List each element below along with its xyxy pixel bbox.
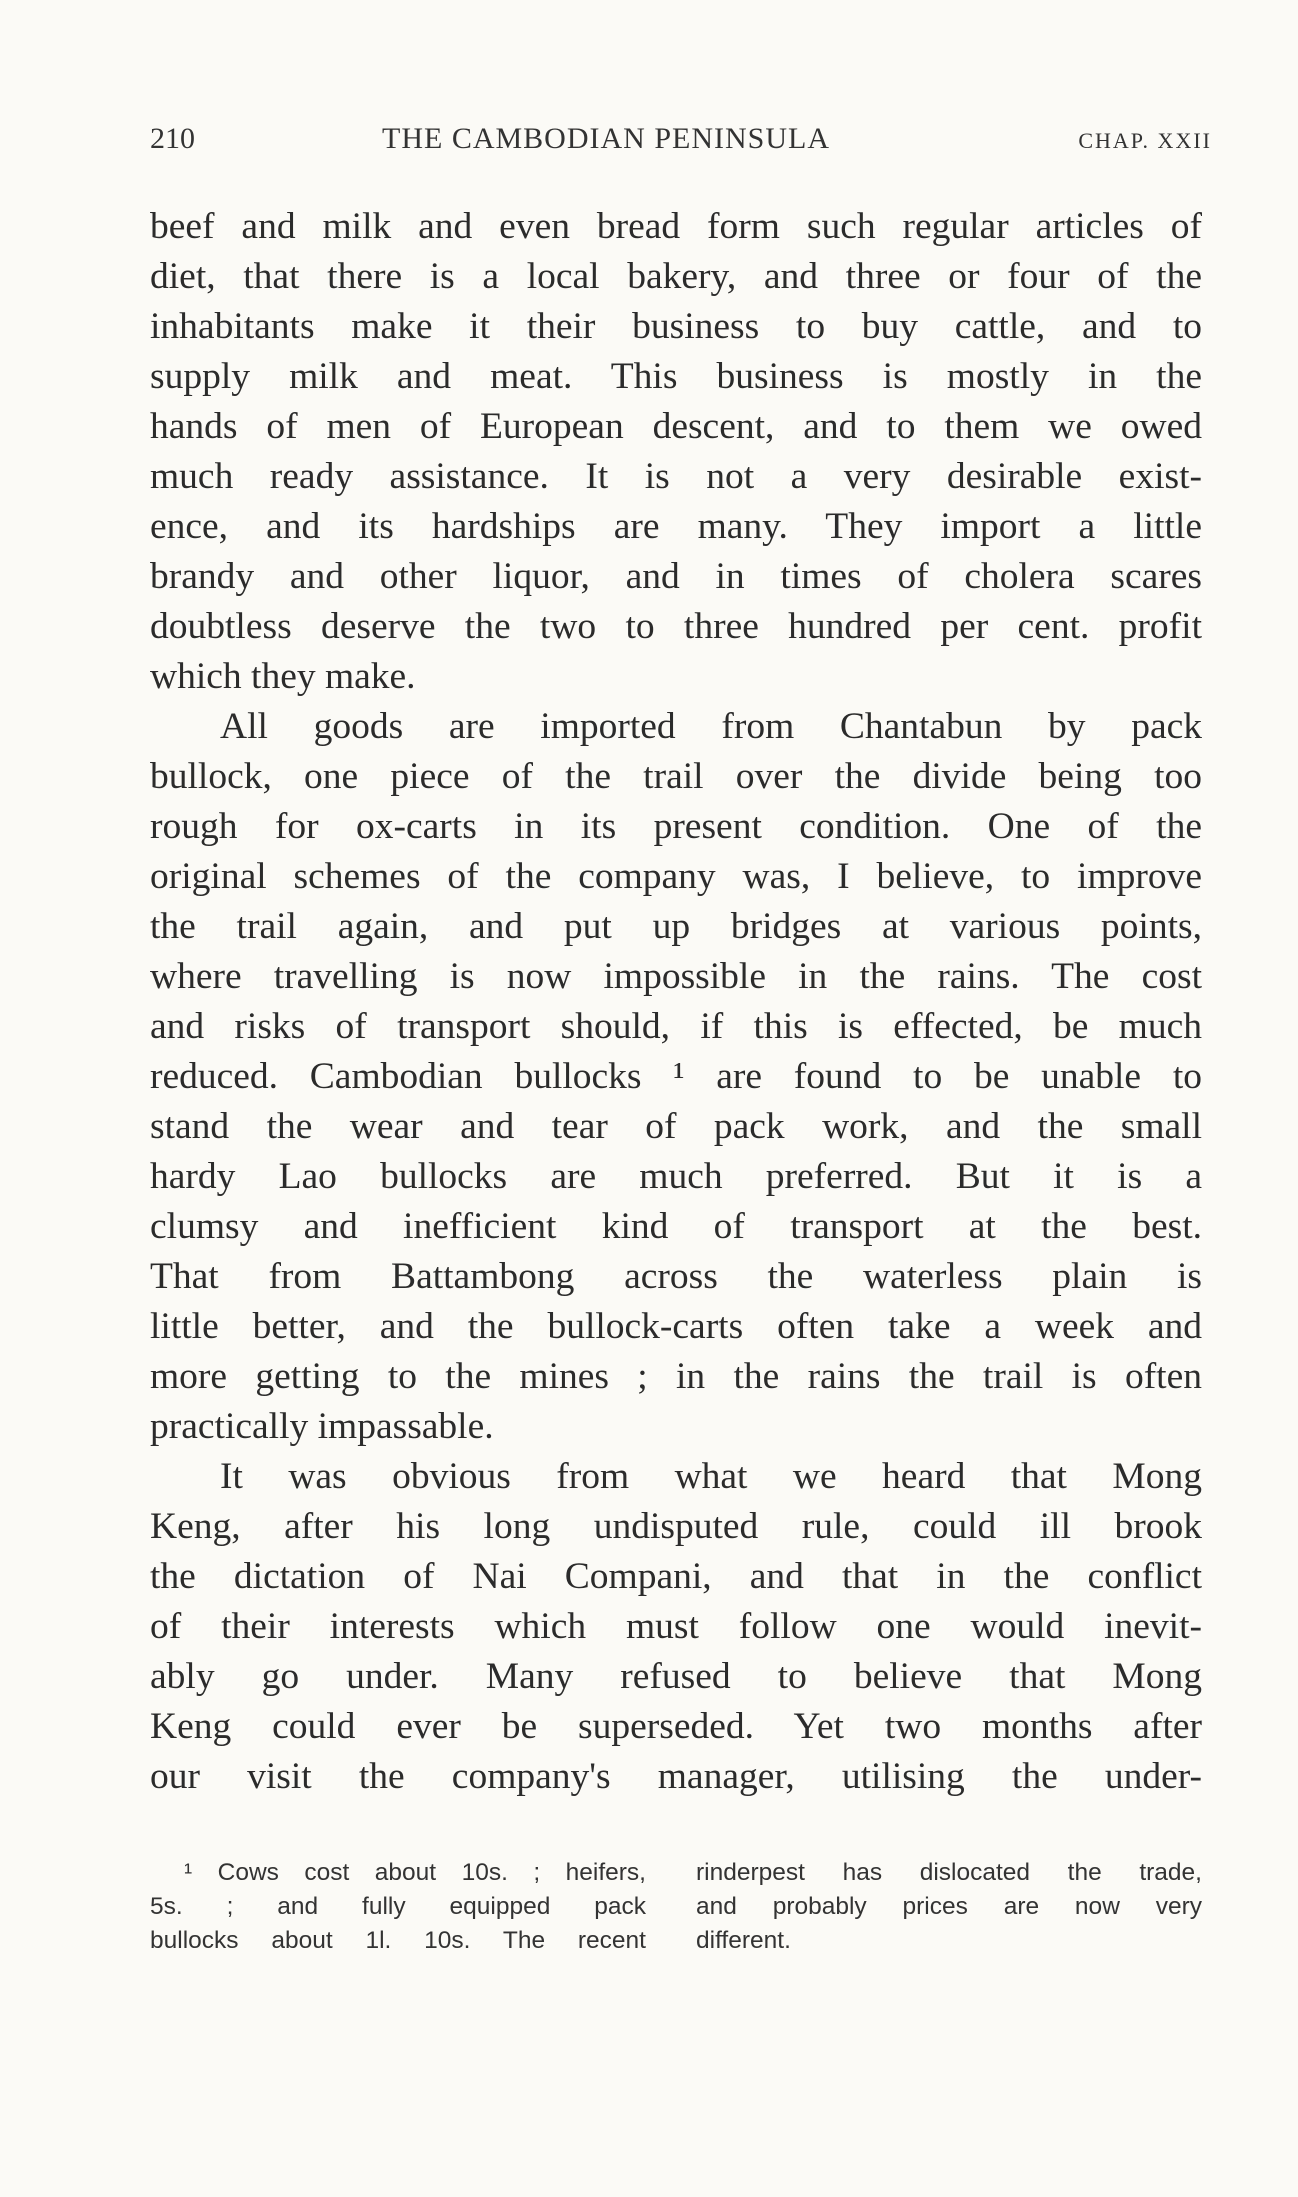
footnotes bbox=[150, 1856, 1202, 1966]
text-line: where travelling is now impossible in the rains. The cost bbox=[150, 956, 1202, 997]
text-line: more getting to the mines ; in the rains the trail is often bbox=[150, 1356, 1202, 1397]
body-text bbox=[150, 202, 1202, 1802]
footnote-line: bullocks about 1l. 10s. The recent bbox=[150, 1927, 646, 1954]
footnote-line: and probably prices are now very bbox=[696, 1893, 1202, 1920]
text-line: hands of men of European descent, and to them we owed bbox=[150, 406, 1202, 447]
text-line: reduced. Cambodian bullocks ¹ are found to be unable to bbox=[150, 1056, 1202, 1097]
text-line: hardy Lao bullocks are much preferred. But it is a bbox=[150, 1156, 1202, 1197]
footnote-line: different. bbox=[696, 1927, 791, 1954]
text-line: brandy and other liquor, and in times of cholera scares bbox=[150, 556, 1202, 597]
text-line: which they make. bbox=[150, 656, 416, 697]
page-number: 210 bbox=[150, 122, 195, 155]
text-line: our visit the company's manager, utilising the under- bbox=[150, 1756, 1202, 1797]
text-line: All goods are imported from Chantabun by pack bbox=[220, 706, 1202, 747]
text-line: beef and milk and even bread form such regular articles of bbox=[150, 206, 1202, 247]
running-title: THE CAMBODIAN PENINSULA bbox=[382, 122, 830, 155]
text-line: much ready assistance. It is not a very desirable exist- bbox=[150, 456, 1202, 497]
text-line: of their interests which must follow one would inevit- bbox=[150, 1606, 1202, 1647]
footnote-line: rinderpest has dislocated the trade, bbox=[696, 1859, 1202, 1886]
running-header bbox=[150, 122, 1212, 162]
text-line: little better, and the bullock-carts often take a week and bbox=[150, 1306, 1202, 1347]
text-line: and risks of transport should, if this is effected, be much bbox=[150, 1006, 1202, 1047]
text-line: the trail again, and put up bridges at various points, bbox=[150, 906, 1202, 947]
text-line: clumsy and inefficient kind of transport at the best. bbox=[150, 1206, 1202, 1247]
footnote-column-right bbox=[696, 1856, 1202, 1958]
footnote-column-left bbox=[150, 1856, 646, 1958]
text-line: original schemes of the company was, I believe, to improve bbox=[150, 856, 1202, 897]
text-line: inhabitants make it their business to buy cattle, and to bbox=[150, 306, 1202, 347]
text-line: the dictation of Nai Compani, and that in the conflict bbox=[150, 1556, 1202, 1597]
text-line: rough for ox-carts in its present condition. One of the bbox=[150, 806, 1202, 847]
text-line: diet, that there is a local bakery, and three or four of the bbox=[150, 256, 1202, 297]
text-line: Keng, after his long undisputed rule, could ill brook bbox=[150, 1506, 1202, 1547]
text-line: bullock, one piece of the trail over the divide being too bbox=[150, 756, 1202, 797]
text-line: supply milk and meat. This business is mostly in the bbox=[150, 356, 1202, 397]
text-line: Keng could ever be superseded. Yet two months after bbox=[150, 1706, 1202, 1747]
text-line: doubtless deserve the two to three hundred per cent. profit bbox=[150, 606, 1202, 647]
text-line: stand the wear and tear of pack work, and the small bbox=[150, 1106, 1202, 1147]
text-line: It was obvious from what we heard that Mong bbox=[220, 1456, 1202, 1497]
footnote-line: 5s. ; and fully equipped pack bbox=[150, 1893, 646, 1920]
text-line: That from Battambong across the waterless plain is bbox=[150, 1256, 1202, 1297]
text-line: ably go under. Many refused to believe that Mong bbox=[150, 1656, 1202, 1697]
chapter-label: CHAP. XXII bbox=[1078, 128, 1212, 153]
footnote-line: ¹ Cows cost about 10s. ; heifers, bbox=[184, 1859, 646, 1886]
text-line: practically impassable. bbox=[150, 1406, 494, 1447]
text-line: ence, and its hardships are many. They import a little bbox=[150, 506, 1202, 547]
